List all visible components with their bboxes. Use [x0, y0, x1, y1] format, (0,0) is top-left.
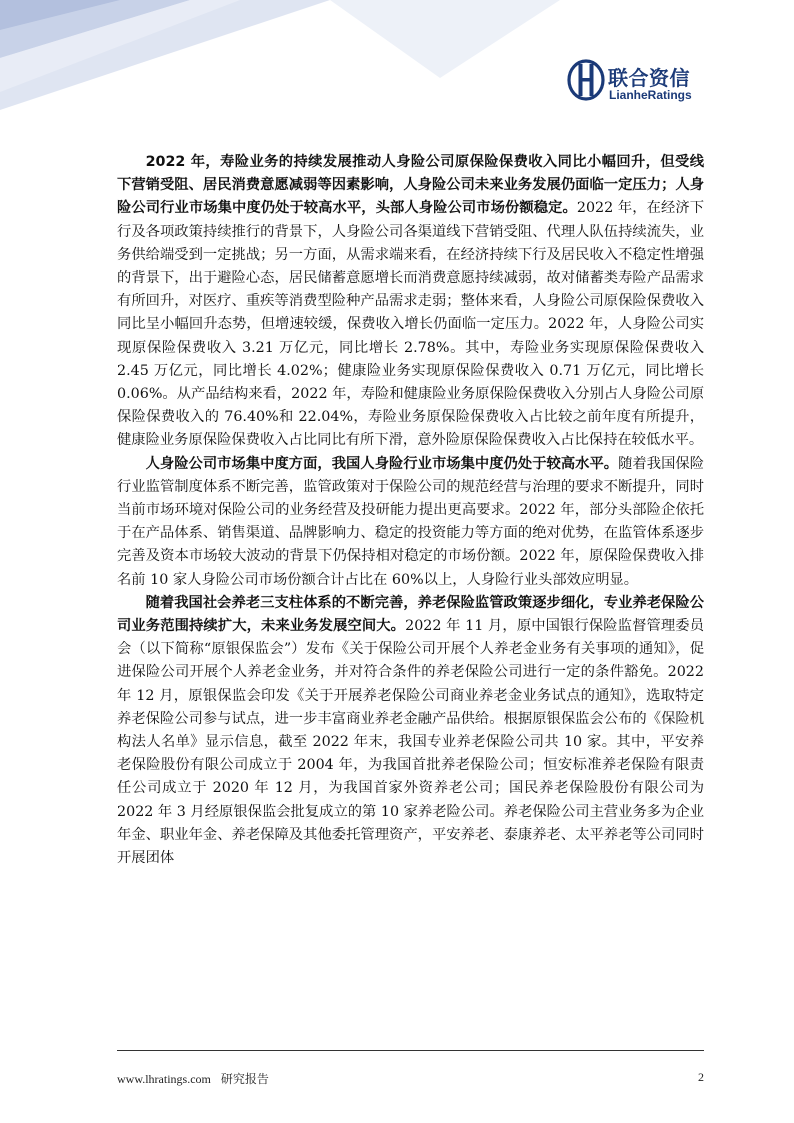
paragraph-lead-bold: 人身险公司市场集中度方面，我国人身险行业市场集中度仍处于较高水平。 [145, 455, 619, 472]
paragraph-body-text: 2022 年，在经济下行及各项政策持续推行的背景下，人身险公司各渠道线下营销受阻、代理人队伍持续流失，业务供给端受到一定挑战；另一方面，从需求端来看，在经济持续下行及居民收入不稳定性增强的背景下，出于避险心态，居民储蓄意愿增长而消费意愿持续减弱，故对储蓄类寿险产品需求有所回升，对医疗、重疾等消费型险种产品需求走弱；整体来看，人身险公司原保险保费收入同比呈小幅回升态势，但增速较缓，保费收入增长仍面临一定压力。2022 年，人身险公司实现原保险保费收入 3.21 万亿元，同比增长 2.78%。其中，寿险业务实现原保险保费收入 2.45 万亿元，同比增长 4.02%；健康险业务实现原保险保费收入 0.71 万亿元，同比增长 0.06%。从产品结构来看，2022 年，寿险和健康险业务原保险保费收入分别占人身险公司原保险保费收入的 76.40%和 22.04%，寿险业务原保险保费收入占比较之前年度有所提升，健康险业务原保险保费收入占比同比有所下滑，意外险原保险保费收入占比保持在较低水平。 [117, 200, 704, 449]
company-logo [566, 58, 716, 106]
lianhe-ratings-logo-icon [566, 58, 606, 102]
paragraph-life-insurance-premium [117, 151, 704, 453]
paragraph-market-concentration [117, 453, 704, 592]
paragraph-pension-insurance [117, 592, 704, 870]
paragraph-lead-bold: 2022 年，寿险业务的持续发展推动人身险公司原保险保费收入同比小幅回升，但受线下营销受阻、居民消费意愿减弱等因素影响，人身险公司未来业务发展仍面临一定压力；人身险公司行业市场集中度仍处于较高水平，头部人身险公司市场份额稳定。 [117, 154, 704, 217]
footer-left [117, 1070, 269, 1087]
paragraph-body-text: 随着我国保险行业监管制度体系不断完善，监管政策对于保险公司的规范经营与治理的要求不断提升，同时当前市场环境对保险公司的业务经营及投研能力提出更高要求。2022 年，部分头部险企依托于在产品体系、销售渠道、品牌影响力、稳定的投资能力等方面的绝对优势，在监管体系逐步完善及资本市场较大波动的背景下仍保持相对稳定的市场份额。2022 年，原保险保费收入排名前 10 家人身险公司市场份额合计占比在 60%以上，人身险行业头部效应明显。 [117, 455, 704, 588]
logo-english-name: LianheRatings [609, 88, 692, 102]
footer-report-type: 研究报告 [220, 1072, 269, 1086]
paragraph-body-text: 2022 年 11 月，原中国银行保险监督管理委员会（以下简称“原银保监会”）发布《关于保险公司开展个人养老金业务有关事项的通知》，促进保险公司开展个人养老金业务，并对符合条件的养老保险公司进行一定的条件豁免。2022 年 12 月，原银保监会印发《关于开展养老保险公司商业养老金业务试点的通知》，选取特定养老保险公司参与试点，进一步丰富商业养老金融产品供给。根据原银保监会公布的《保险机构法人名单》显示信息，截至 2022 年末，我国专业养老保险公司共 10 家。其中，平安养老保险股份有限公司成立于 2004 年，为我国首批养老保险公司；恒安标准养老保险有限责任公司成立于 2020 年 12 月，为我国首家外资养老公司；国民养老保险股份有限公司为 2022 年 3 月经原银保监会批复成立的第 10 家养老险公司。养老保险公司主营业务多为企业年金、职业年金、养老保障及其他委托管理资产，平安养老、泰康养老、太平养老等公司同时开展团体 [117, 618, 704, 867]
report-body [117, 151, 704, 870]
page-number: 2 [698, 1070, 704, 1084]
paragraph-lead-bold: 随着我国社会养老三支柱体系的不断完善，养老保险监管政策逐步细化，专业养老保险公司业务范围持续扩大，未来业务发展空间大。 [117, 594, 704, 635]
footer-divider [117, 1050, 704, 1051]
logo-chinese-name: 联合资信 [608, 66, 690, 90]
footer-website-link[interactable]: www.lhratings.com [117, 1072, 211, 1086]
